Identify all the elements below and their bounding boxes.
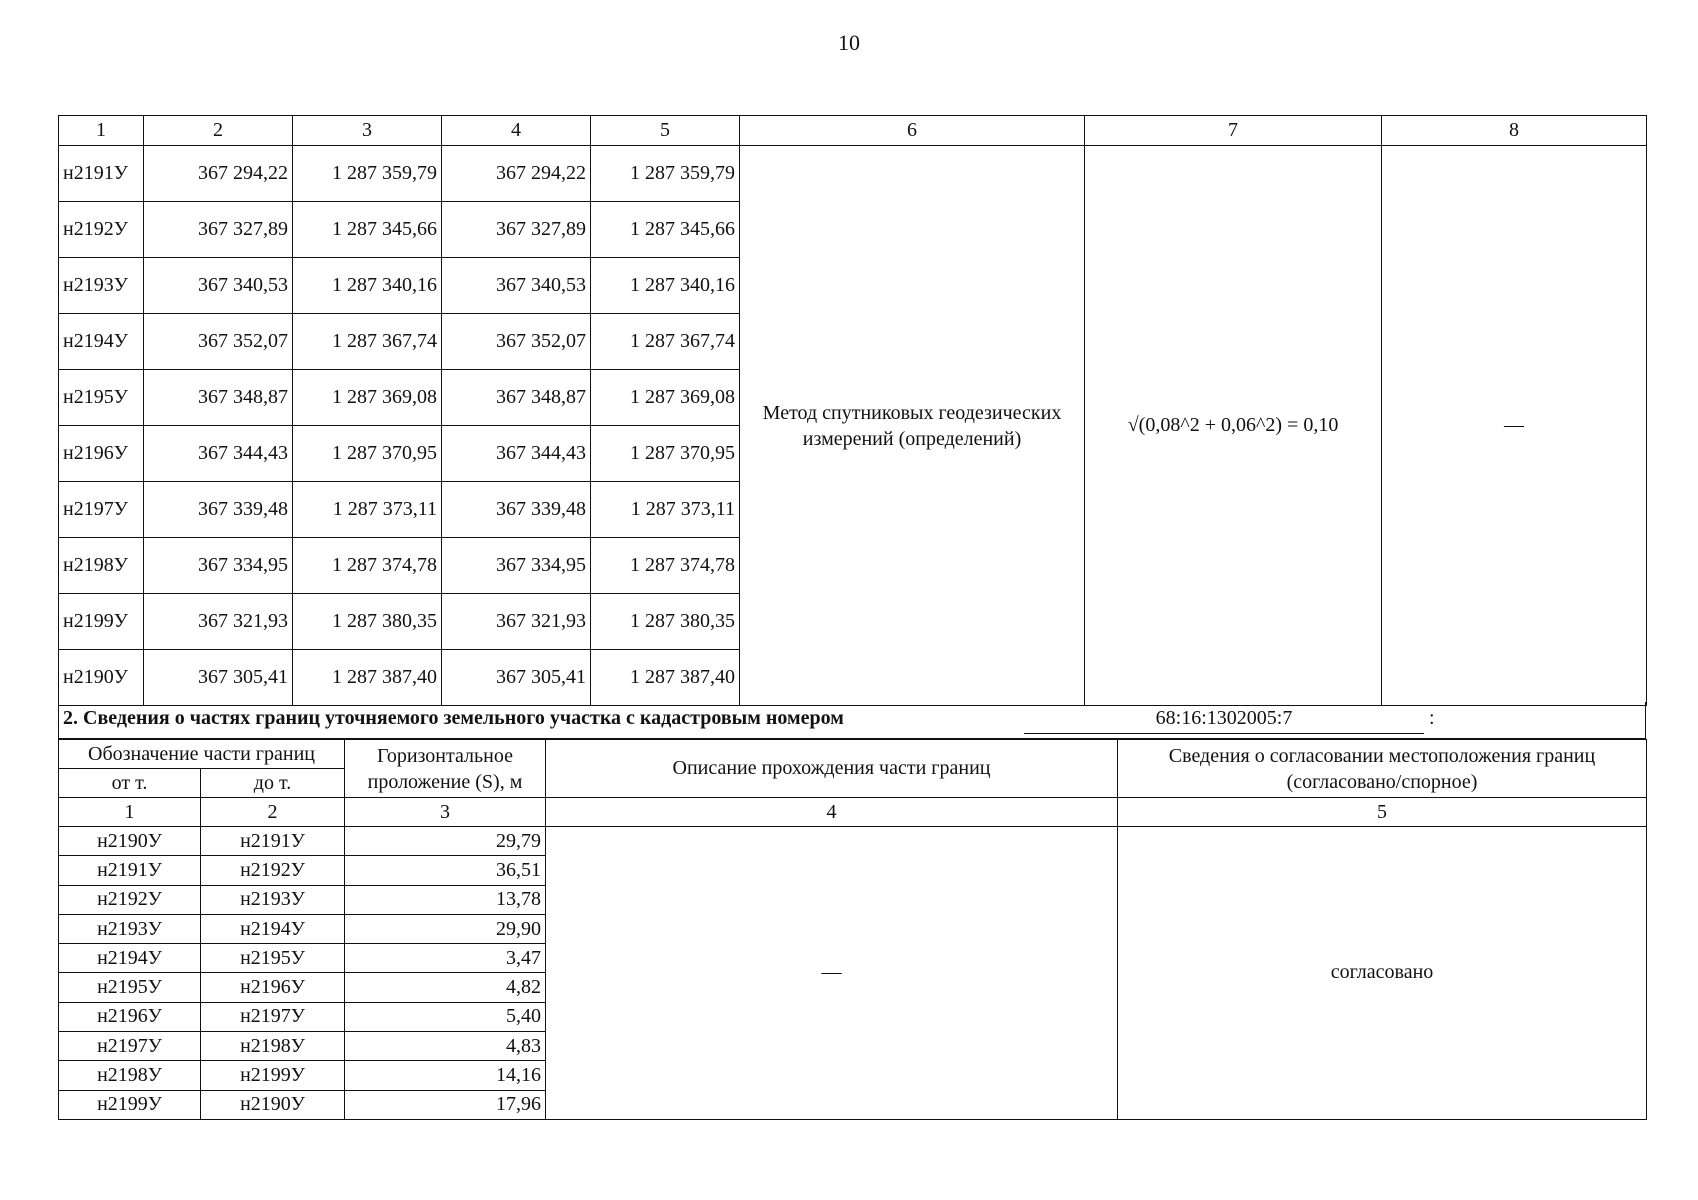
column-number: 2 bbox=[144, 116, 293, 146]
from-point: н2190У bbox=[59, 827, 201, 856]
table-row bbox=[59, 827, 1647, 856]
coordinate-x1: 367 344,43 bbox=[144, 426, 293, 482]
coordinate-x2: 367 321,93 bbox=[442, 594, 591, 650]
coordinate-y2: 1 287 359,79 bbox=[591, 146, 740, 202]
coordinate-x2: 367 348,87 bbox=[442, 370, 591, 426]
to-point: н2197У bbox=[201, 1002, 345, 1031]
coordinate-y2: 1 287 340,16 bbox=[591, 258, 740, 314]
coordinate-x1: 367 321,93 bbox=[144, 594, 293, 650]
method-cell: Метод спутниковых геодезических измерений (определений) bbox=[740, 146, 1085, 706]
horizontal-distance: 13,78 bbox=[345, 885, 546, 914]
from-point: н2193У bbox=[59, 914, 201, 943]
coordinates-table bbox=[58, 115, 1647, 706]
coordinate-x1: 367 305,41 bbox=[144, 650, 293, 706]
designation-header: Обозначение части границ bbox=[59, 740, 345, 769]
column-number: 3 bbox=[293, 116, 442, 146]
column-number-row bbox=[59, 116, 1647, 146]
description-header: Описание прохождения части границ bbox=[546, 740, 1118, 798]
horizontal-distance: 4,83 bbox=[345, 1032, 546, 1061]
to-point: н2190У bbox=[201, 1090, 345, 1119]
coordinate-y1: 1 287 367,74 bbox=[293, 314, 442, 370]
from-header: от т. bbox=[59, 769, 201, 798]
horizontal-header: Горизонтальное проложение (S), м bbox=[345, 740, 546, 798]
coordinate-x1: 367 352,07 bbox=[144, 314, 293, 370]
horizontal-distance: 29,90 bbox=[345, 914, 546, 943]
point-name: н2197У bbox=[59, 482, 144, 538]
page-number: 10 bbox=[838, 30, 860, 55]
to-point: н2193У bbox=[201, 885, 345, 914]
coordinate-y1: 1 287 374,78 bbox=[293, 538, 442, 594]
coordinate-x2: 367 339,48 bbox=[442, 482, 591, 538]
to-point: н2194У bbox=[201, 914, 345, 943]
coordinate-y1: 1 287 340,16 bbox=[293, 258, 442, 314]
coordinate-x1: 367 327,89 bbox=[144, 202, 293, 258]
horizontal-distance: 17,96 bbox=[345, 1090, 546, 1119]
header-row bbox=[59, 740, 1647, 769]
column-number: 4 bbox=[546, 798, 1118, 827]
coordinate-x1: 367 294,22 bbox=[144, 146, 293, 202]
section-2-colon: : bbox=[1429, 707, 1435, 729]
coordinate-x2: 367 305,41 bbox=[442, 650, 591, 706]
horizontal-distance: 4,82 bbox=[345, 973, 546, 1002]
from-point: н2192У bbox=[59, 885, 201, 914]
coordinate-x2: 367 352,07 bbox=[442, 314, 591, 370]
column-number: 5 bbox=[1118, 798, 1647, 827]
from-point: н2197У bbox=[59, 1032, 201, 1061]
coordinate-y2: 1 287 373,11 bbox=[591, 482, 740, 538]
coordinate-x2: 367 340,53 bbox=[442, 258, 591, 314]
section-2-title: 2. Сведения о частях границ уточняемого земельного участка с кадастровым номером bbox=[63, 707, 844, 729]
coordinate-y1: 1 287 359,79 bbox=[293, 146, 442, 202]
description-cell: — bbox=[546, 827, 1118, 1120]
point-name: н2191У bbox=[59, 146, 144, 202]
point-name: н2195У bbox=[59, 370, 144, 426]
column-number: 1 bbox=[59, 798, 201, 827]
from-point: н2198У bbox=[59, 1061, 201, 1090]
agreement-header: Сведения о согласовании местоположения границ (согласовано/спорное) bbox=[1118, 740, 1647, 798]
from-point: н2191У bbox=[59, 856, 201, 885]
coordinate-x2: 367 344,43 bbox=[442, 426, 591, 482]
column-number: 6 bbox=[740, 116, 1085, 146]
to-point: н2196У bbox=[201, 973, 345, 1002]
to-point: н2192У bbox=[201, 856, 345, 885]
to-point: н2195У bbox=[201, 944, 345, 973]
to-point: н2199У bbox=[201, 1061, 345, 1090]
point-name: н2199У bbox=[59, 594, 144, 650]
from-point: н2196У bbox=[59, 1002, 201, 1031]
column-number: 1 bbox=[59, 116, 144, 146]
from-point: н2199У bbox=[59, 1090, 201, 1119]
coordinate-x1: 367 339,48 bbox=[144, 482, 293, 538]
from-point: н2195У bbox=[59, 973, 201, 1002]
column-number: 3 bbox=[345, 798, 546, 827]
column-number: 5 bbox=[591, 116, 740, 146]
point-name: н2196У bbox=[59, 426, 144, 482]
horizontal-distance: 36,51 bbox=[345, 856, 546, 885]
border-parts-table bbox=[58, 739, 1647, 1120]
point-name: н2194У bbox=[59, 314, 144, 370]
coordinate-y1: 1 287 369,08 bbox=[293, 370, 442, 426]
coordinate-y1: 1 287 387,40 bbox=[293, 650, 442, 706]
coordinate-y1: 1 287 345,66 bbox=[293, 202, 442, 258]
coordinate-y2: 1 287 387,40 bbox=[591, 650, 740, 706]
section-2-header bbox=[58, 702, 1646, 739]
coordinate-y2: 1 287 367,74 bbox=[591, 314, 740, 370]
coordinate-y1: 1 287 380,35 bbox=[293, 594, 442, 650]
point-name: н2192У bbox=[59, 202, 144, 258]
coordinate-x2: 367 327,89 bbox=[442, 202, 591, 258]
coordinate-y2: 1 287 369,08 bbox=[591, 370, 740, 426]
point-name: н2190У bbox=[59, 650, 144, 706]
column-number: 4 bbox=[442, 116, 591, 146]
coordinate-x1: 367 334,95 bbox=[144, 538, 293, 594]
column-number-row bbox=[59, 798, 1647, 827]
to-point: н2191У bbox=[201, 827, 345, 856]
coordinate-x1: 367 348,87 bbox=[144, 370, 293, 426]
to-point: н2198У bbox=[201, 1032, 345, 1061]
coordinate-x2: 367 294,22 bbox=[442, 146, 591, 202]
col8-value: — bbox=[1382, 146, 1647, 706]
coordinate-y2: 1 287 370,95 bbox=[591, 426, 740, 482]
coordinate-y2: 1 287 374,78 bbox=[591, 538, 740, 594]
cadastral-number: 68:16:1302005:7 bbox=[1024, 707, 1424, 734]
horizontal-distance: 5,40 bbox=[345, 1002, 546, 1031]
coordinate-x1: 367 340,53 bbox=[144, 258, 293, 314]
accuracy-formula: √(0,08^2 + 0,06^2) = 0,10 bbox=[1085, 146, 1382, 706]
point-name: н2198У bbox=[59, 538, 144, 594]
agreement-cell: согласовано bbox=[1118, 827, 1647, 1120]
coordinate-x2: 367 334,95 bbox=[442, 538, 591, 594]
horizontal-distance: 3,47 bbox=[345, 944, 546, 973]
horizontal-distance: 14,16 bbox=[345, 1061, 546, 1090]
coordinate-y1: 1 287 373,11 bbox=[293, 482, 442, 538]
from-point: н2194У bbox=[59, 944, 201, 973]
column-number: 8 bbox=[1382, 116, 1647, 146]
horizontal-distance: 29,79 bbox=[345, 827, 546, 856]
column-number: 2 bbox=[201, 798, 345, 827]
to-header: до т. bbox=[201, 769, 345, 798]
table-row bbox=[59, 146, 1647, 202]
point-name: н2193У bbox=[59, 258, 144, 314]
column-number: 7 bbox=[1085, 116, 1382, 146]
coordinate-y2: 1 287 345,66 bbox=[591, 202, 740, 258]
coordinate-y2: 1 287 380,35 bbox=[591, 594, 740, 650]
coordinate-y1: 1 287 370,95 bbox=[293, 426, 442, 482]
